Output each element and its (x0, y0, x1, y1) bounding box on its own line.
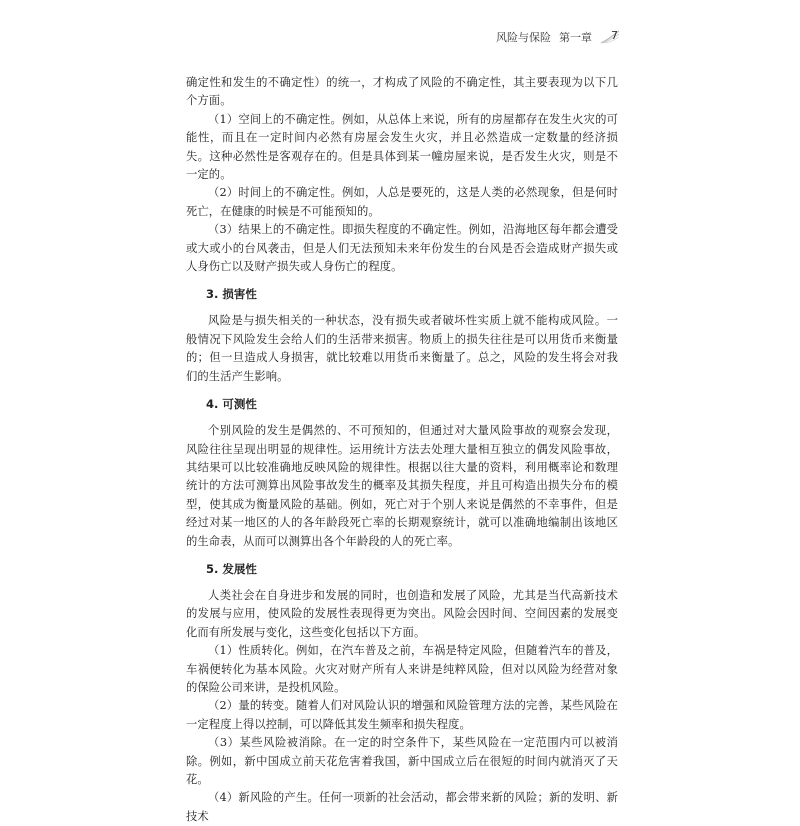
running-header (496, 29, 620, 45)
paragraph: （2）时间上的不确定性。例如，人总是要死的，这是人类的必然现象，但是何时死亡，在健康的时候是不可能预知的。 (186, 186, 618, 218)
paragraph: （3）某些风险被消除。在一定的时空条件下，某些风险在一定范围内可以被消除。例如，新中国成立前天花危害着我国，新中国成立后在很短的时间内就消灭了天花。 (186, 736, 618, 786)
paragraph: 个别风险的发生是偶然的、不可预知的，但通过对大量风险事故的观察会发现，风险往往呈现出明显的规律性。运用统计方法去处理大量相互独立的偶发风险事故，其结果可以比较准确地反映风险的规律性。根据以往大量的资料，利用概率论和数理统计的方法可测算出风险事故发生的概率及其损失程度，并且可构造出损失分布的模型，使其成为衡量风险的基础。例如，死亡对于个别人来说是偶然的不幸事件，但是经过对某一地区的人的各年龄段死亡率的长期观察统计，就可以准确地编制出该地区的生命表，从而可以测算出各个年龄段的人的死亡率。 (186, 424, 618, 548)
paragraph: （1）性质转化。例如，在汽车普及之前，车祸是特定风险，但随着汽车的普及，车祸便转化为基本风险。火灾对财产所有人来讲是纯粹风险，但对以风险为经营对象的保险公司来讲，是投机风险。 (186, 644, 618, 694)
chapter-label: 第一章 (559, 31, 592, 44)
paragraph: 风险是与损失相关的一种状态，没有损失或者破坏性实质上就不能构成风险。一般情况下风险发生会给人们的生活带来损害。物质上的损失往往是可以用货币来衡量的；但一旦造成人身损害，就比较难以用货币来衡量了。总之，风险的发生将会对我们的生活产生影响。 (186, 314, 618, 383)
paragraph: （3）结果上的不确定性。即损失程度的不确定性。例如，沿海地区每年都会遭受或大或小的台风袭击，但是人们无法预知未来年份发生的台风是否会造成财产损失或人身伤亡以及财产损失或人身伤亡的程度。 (186, 223, 618, 274)
section-heading: 4. 可测性 (206, 397, 257, 412)
paragraph: （4）新风险的产生。任何一项新的社会活动，都会带来新的风险；新的发明、新技术 (186, 791, 618, 823)
book-title: 风险与保险 (496, 31, 551, 44)
section-heading: 3. 损害性 (206, 287, 257, 302)
paragraph: 人类社会在自身进步和发展的同时，也创造和发展了风险，尤其是当代高新技术的发展与应用，使风险的发展性表现得更为突出。风险会因时间、空间因素的发展变化而有所发展与变化，这些变化包括以下方面。 (186, 588, 618, 639)
page-number: 7 (611, 29, 618, 42)
page-body (186, 74, 618, 826)
section-heading: 5. 发展性 (206, 561, 257, 576)
paragraph: （2）量的转变。随着人们对风险认识的增强和风险管理方法的完善，某些风险在一定程度上得以控制，可以降低其发生频率和损失程度。 (186, 699, 618, 731)
paragraph: 确定性和发生的不确定性）的统一，才构成了风险的不确定性，其主要表现为以下几个方面。 (186, 76, 618, 108)
paragraph: （1）空间上的不确定性。例如，从总体上来说，所有的房屋都存在发生火灾的可能性，而且在一定时间内必然有房屋会发生火灾，并且必然造成一定数量的经济损失。这种必然性是客观存在的。但是具体到某一幢房屋来说，是否发生火灾，则是不一定的。 (186, 112, 618, 182)
